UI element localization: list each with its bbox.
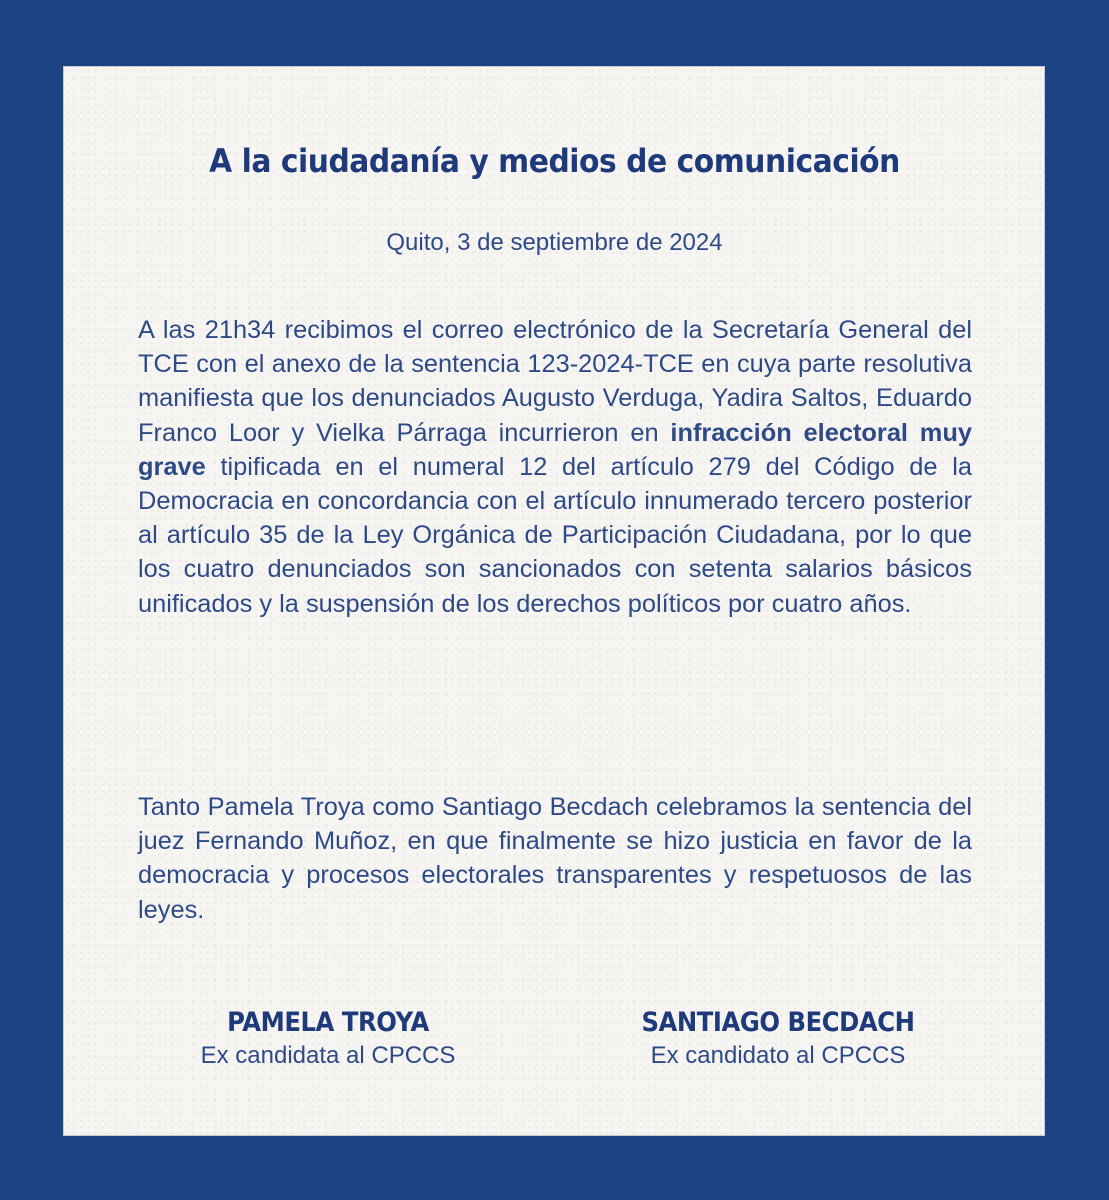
signatory-role: Ex candidata al CPCCS <box>200 1042 456 1069</box>
statement-title: A la ciudadanía y medios de comunicación <box>209 142 900 180</box>
signatory-role: Ex candidato al CPCCS <box>650 1042 906 1069</box>
signatory-name: PAMELA TROYA <box>227 1007 429 1038</box>
paragraph-sentence <box>138 313 972 621</box>
paragraph-sentence-intro: A las 21h34 recibimos el correo electrónico de la Secretaría General del TCE con el anexo de la sentencia 123-2024-TCE en cuya parte resolutiva manifiesta que los denunciados Augusto Verduga, Yadira Saltos, Eduardo Franco Loor y Vielka Párraga incurrieron en <box>138 316 972 447</box>
paragraph-celebration: Tanto Pamela Troya como Santiago Becdach celebramos la sentencia del juez Fernando Muñoz, en que finalmente se hizo justicia en favor de la democracia y procesos electorales transparentes y respetuosos de las leyes. <box>138 793 972 924</box>
dateline: Quito, 3 de septiembre de 2024 <box>386 229 723 256</box>
paragraph-sentence-emphasis: infracción electoral muy grave <box>138 418 973 481</box>
paragraph-sentence-rest: tipificada en el numeral 12 del artículo 279 del Código de la Democracia en concordancia con el artículo innumerado tercero posterior al artículo 35 de la Ley Orgánica de Participación Ciudadana, por lo que los cuatro denunciados son sancionados con setenta salarios básicos unificados y la suspensión de los derechos políticos por cuatro años. <box>138 452 972 618</box>
signatory-santiago <box>598 1006 958 1072</box>
signatory-pamela <box>148 1006 508 1072</box>
signatory-name: SANTIAGO BECDACH <box>641 1007 915 1038</box>
